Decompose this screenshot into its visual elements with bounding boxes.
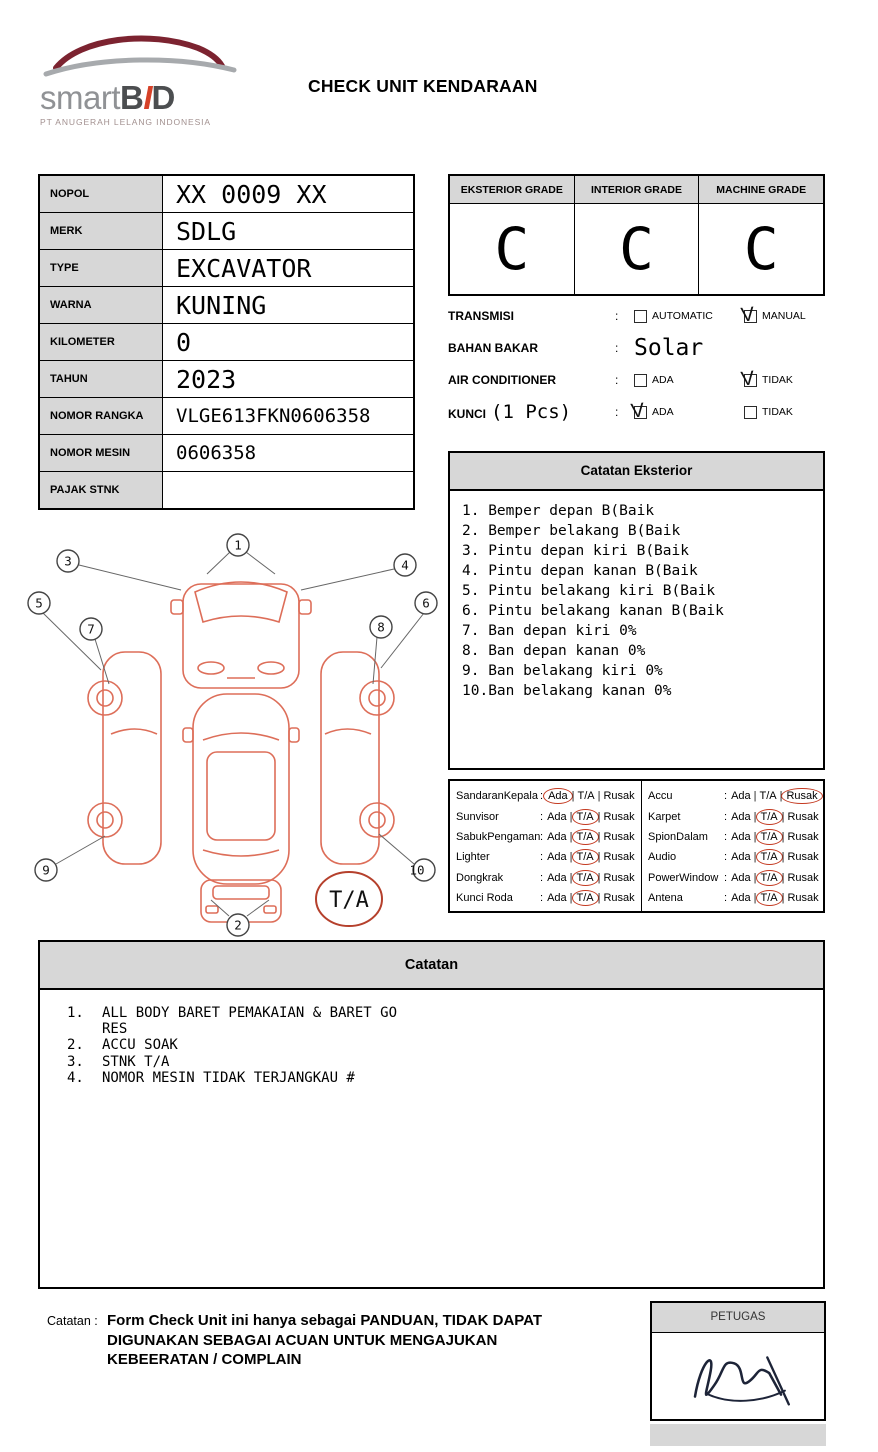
svg-text:8: 8: [377, 619, 385, 635]
disclaimer-line: KEBEERATAN / COMPLAIN: [107, 1351, 302, 1368]
equipment-option-ta: T/A: [756, 849, 783, 865]
choice-kunci-tidak: [744, 406, 793, 419]
equipment-option-ada: Ada: [731, 810, 751, 823]
logo-wordmark: [40, 81, 245, 114]
catatan-eksterior-list: [450, 491, 823, 711]
signature-icon: [652, 1333, 824, 1421]
equipment-option-rusak: Rusak: [603, 790, 635, 803]
colon: :: [615, 341, 619, 355]
colon: :: [724, 810, 728, 823]
equipment-option-ta: T/A: [572, 890, 599, 906]
vehicle-info-row: [40, 324, 413, 361]
separator: |: [571, 790, 575, 803]
vehicle-info-value: 2023: [176, 364, 237, 394]
equipment-name: SpionDalam: [648, 830, 708, 843]
separator: |: [753, 892, 757, 905]
colon: :: [724, 892, 728, 905]
smartbid-logo: [40, 28, 245, 127]
choice-manual: [739, 302, 806, 327]
equipment-option-ada: Ada: [547, 871, 567, 884]
equipment-option-ta: T/A: [572, 809, 599, 825]
vehicle-info-row: [40, 435, 413, 472]
equipment-option-rusak: Rusak: [603, 810, 635, 823]
bahan-bakar-label: BAHAN BAKAR: [448, 341, 538, 355]
exterior-note-item: 3. Pintu depan kiri B(Baik: [462, 543, 689, 559]
catatan-item: [67, 1038, 823, 1054]
equipment-option-ada: Ada: [547, 830, 567, 843]
diagram-marker-10: [409, 859, 435, 881]
svg-text:9: 9: [42, 862, 50, 878]
separator: |: [781, 851, 785, 864]
separator: |: [569, 871, 573, 884]
colon: :: [724, 790, 728, 803]
checkbox-kunci-ada[interactable]: [629, 398, 647, 423]
vehicle-info-label: KILOMETER: [40, 324, 163, 360]
equipment-row: [648, 827, 820, 847]
footer-catatan-label: Catatan :: [47, 1314, 98, 1328]
catatan-item-number: 2.: [67, 1037, 84, 1053]
diagram-marker-3: [57, 550, 79, 572]
vehicle-info-value: EXCAVATOR: [176, 253, 312, 283]
vehicle-info-label: WARNA: [40, 287, 163, 323]
disclaimer-line: DIGUNAKAN SEBAGAI ACUAN UNTUK MENGAJUKAN: [107, 1331, 498, 1349]
equipment-option-rusak: Rusak: [787, 851, 819, 864]
separator: |: [569, 892, 573, 905]
equipment-row: [456, 888, 635, 908]
equipment-name: Accu: [648, 790, 673, 803]
grade-value-exterior: C: [494, 215, 530, 283]
air-conditioner-row: [448, 364, 825, 396]
colon: :: [724, 871, 728, 884]
separator: |: [597, 790, 601, 803]
car-outline-views: [88, 582, 394, 922]
checkbox-manual[interactable]: [739, 302, 757, 327]
equipment-row: [648, 786, 820, 806]
equipment-option-rusak: Rusak: [781, 788, 822, 804]
equipment-row: [456, 827, 635, 847]
svg-text:10: 10: [409, 862, 425, 878]
colon: :: [540, 871, 544, 884]
ta-circle-annotation: [316, 872, 382, 926]
catatan-eksterior-title: Catatan Eksterior: [450, 453, 823, 491]
equipment-name: Karpet: [648, 810, 681, 823]
logo-text-d: D: [151, 79, 175, 116]
exterior-note-item: 10.Ban belakang kanan 0%: [462, 683, 672, 699]
separator: |: [781, 871, 785, 884]
grade-header-exterior: EKSTERIOR GRADE: [450, 176, 574, 204]
colon: :: [540, 892, 544, 905]
svg-text:T/A: T/A: [329, 888, 369, 913]
equipment-option-ta: T/A: [756, 870, 783, 886]
equipment-option-ta: T/A: [756, 809, 783, 825]
kunci-note: (1 Pcs): [491, 401, 572, 423]
exterior-note-item: 5. Pintu belakang kiri B(Baik: [462, 583, 716, 599]
diagram-marker-5: [28, 592, 50, 614]
svg-text:6: 6: [422, 595, 430, 611]
equipment-name: Kunci Roda: [456, 892, 513, 905]
petugas-box: [650, 1301, 826, 1421]
catatan-box: [38, 940, 825, 1289]
choice-label-ac-ada: ADA: [652, 374, 674, 386]
equipment-name: Lighter: [456, 851, 490, 864]
vehicle-info-table: [38, 174, 415, 510]
separator: |: [597, 892, 601, 905]
equipment-option-ada: Ada: [547, 892, 567, 905]
colon: :: [615, 309, 619, 323]
vehicle-info-label: MERK: [40, 213, 163, 249]
vehicle-info-row: [40, 213, 413, 250]
equipment-name: Sunvisor: [456, 810, 499, 823]
svg-text:4: 4: [401, 557, 409, 573]
logo-text-smart: smart: [40, 79, 120, 116]
disclaimer-line: Form Check Unit ini hanya sebagai PANDUAN, TIDAK DAPAT: [107, 1312, 543, 1329]
vehicle-info-label: NOMOR MESIN: [40, 435, 163, 471]
separator: |: [781, 892, 785, 905]
checkbox-ac-tidak[interactable]: [739, 366, 757, 391]
choice-ac-ada: [634, 374, 744, 387]
bahan-bakar-row: [448, 332, 825, 364]
page-title: CHECK UNIT KENDARAAN: [308, 76, 538, 96]
equipment-option-rusak: Rusak: [787, 871, 819, 884]
grade-value-machine: C: [743, 215, 779, 283]
diagram-markers: [28, 534, 437, 936]
equipment-option-rusak: Rusak: [787, 810, 819, 823]
choice-label-kunci-ada: ADA: [652, 406, 674, 418]
choice-ac-tidak: [739, 366, 793, 391]
catatan-item: [67, 1055, 823, 1071]
grade-value-interior: C: [619, 215, 654, 283]
exterior-note-item: 8. Ban depan kanan 0%: [462, 643, 646, 659]
equipment-option-ada: Ada: [543, 788, 573, 804]
footer-gray-strip: [650, 1424, 826, 1446]
diagram-marker-8: [370, 616, 392, 638]
logo-text-b: B: [120, 79, 144, 116]
vehicle-info-row: [40, 472, 413, 508]
vehicle-damage-diagram: [25, 528, 440, 940]
separator: |: [753, 810, 757, 823]
equipment-option-ta: T/A: [756, 829, 783, 845]
vehicle-info-row: [40, 287, 413, 324]
catatan-item: [67, 1071, 823, 1087]
catatan-item-text: ACCU SOAK: [102, 1037, 178, 1053]
equipment-option-ada: Ada: [731, 830, 751, 843]
equipment-row: [648, 806, 820, 826]
vehicle-info-label: NOPOL: [40, 176, 163, 212]
separator: |: [569, 810, 573, 823]
diagram-marker-4: [394, 554, 416, 576]
checkbox-automatic[interactable]: [634, 310, 647, 323]
logo-car-swoosh-icon: [40, 28, 240, 82]
equipment-option-ta: T/A: [759, 790, 777, 803]
checkbox-kunci-tidak[interactable]: [744, 406, 757, 419]
exterior-note-item: 6. Pintu belakang kanan B(Baik: [462, 603, 724, 619]
check-mark: V: [739, 366, 756, 391]
catatan-item: [67, 1006, 823, 1037]
air-conditioner-label: AIR CONDITIONER: [448, 373, 556, 387]
exterior-note-item: 2. Bemper belakang B(Baik: [462, 523, 681, 539]
equipment-row: [456, 806, 635, 826]
catatan-item-text: NOMOR MESIN TIDAK TERJANGKAU #: [102, 1070, 355, 1086]
kunci-label: [448, 401, 615, 423]
vehicle-info-value: 0: [176, 327, 192, 357]
exterior-note-item: 4. Pintu depan kanan B(Baik: [462, 563, 698, 579]
diagram-marker-6: [415, 592, 437, 614]
catatan-item-text: STNK T/A: [102, 1053, 170, 1070]
svg-text:3: 3: [64, 553, 72, 569]
equipment-name: SabukPengaman: [456, 830, 541, 843]
svg-text:2: 2: [234, 917, 242, 933]
separator: |: [597, 871, 601, 884]
vehicle-info-label: NOMOR RANGKA: [40, 398, 163, 434]
svg-text:5: 5: [35, 595, 43, 611]
equipment-name: Audio: [648, 851, 677, 864]
bahan-bakar-value: Solar: [634, 335, 704, 361]
equipment-option-rusak: Rusak: [603, 892, 635, 905]
separator: |: [597, 830, 601, 843]
separator: |: [781, 810, 785, 823]
equipment-option-ada: Ada: [731, 871, 751, 884]
grade-header-interior: INTERIOR GRADE: [575, 176, 699, 204]
checkbox-ac-ada[interactable]: [634, 374, 647, 387]
catatan-item-number: 4.: [67, 1070, 84, 1086]
diagram-marker-9: [35, 859, 57, 881]
colon: :: [724, 851, 728, 864]
separator: |: [781, 830, 785, 843]
equipment-option-rusak: Rusak: [603, 830, 635, 843]
equipment-option-rusak: Rusak: [787, 892, 819, 905]
grade-header-machine: MACHINE GRADE: [699, 176, 823, 204]
grade-col-interior: [575, 176, 700, 294]
grade-col-exterior: [450, 176, 575, 294]
svg-text:1: 1: [234, 537, 242, 553]
equipment-option-ada: Ada: [547, 851, 567, 864]
equipment-row: [456, 786, 635, 806]
separator: |: [569, 851, 573, 864]
equipment-option-ada: Ada: [547, 810, 567, 823]
separator: |: [779, 790, 783, 803]
equipment-option-ta: T/A: [572, 829, 599, 845]
vehicle-info-label: PAJAK STNK: [40, 472, 163, 508]
catatan-title: Catatan: [40, 942, 823, 990]
catatan-eksterior-box: [448, 451, 825, 770]
equipment-row: [456, 868, 635, 888]
equipment-option-rusak: Rusak: [787, 830, 819, 843]
equipment-row: [648, 868, 820, 888]
colon: :: [615, 405, 619, 419]
grade-col-machine: [699, 176, 823, 294]
equipment-row: [648, 847, 820, 867]
colon: :: [615, 373, 619, 387]
petugas-title: PETUGAS: [652, 1303, 824, 1333]
footer-disclaimer: [107, 1311, 567, 1370]
equipment-option-ta: T/A: [572, 849, 599, 865]
equipment-name: Antena: [648, 892, 683, 905]
equipment-row: [648, 888, 820, 908]
vehicle-info-row: [40, 250, 413, 287]
choice-label-ac-tidak: TIDAK: [762, 374, 793, 386]
separator: |: [597, 810, 601, 823]
vehicle-info-row: [40, 176, 413, 213]
kunci-label-text: KUNCI: [448, 407, 486, 421]
check-mark: V: [629, 398, 646, 423]
colon: :: [540, 851, 544, 864]
vehicle-info-row: [40, 398, 413, 435]
equipment-option-rusak: Rusak: [603, 851, 635, 864]
catatan-item-text: ALL BODY BARET PEMAKAIAN & BARET GO RES: [102, 1005, 398, 1037]
transmisi-row: [448, 300, 825, 332]
transmisi-label: TRANSMISI: [448, 309, 514, 323]
separator: |: [569, 830, 573, 843]
vehicle-info-value: SDLG: [176, 216, 237, 246]
choice-automatic: [634, 310, 744, 323]
equipment-option-ta: T/A: [572, 870, 599, 886]
colon: :: [540, 790, 544, 803]
exterior-note-item: 1. Bemper depan B(Baik: [462, 503, 655, 519]
choice-label-manual: MANUAL: [762, 310, 806, 322]
equipment-option-ta: T/A: [756, 890, 783, 906]
vehicle-info-label: TYPE: [40, 250, 163, 286]
equipment-checklist: [448, 779, 825, 913]
choice-label-automatic: AUTOMATIC: [652, 310, 713, 322]
separator: |: [753, 851, 757, 864]
logo-text-accent: I: [143, 79, 152, 116]
separator: |: [597, 851, 601, 864]
vehicle-info-value: VLGE613FKN0606358: [176, 405, 371, 427]
separator: |: [753, 830, 757, 843]
options-section: [448, 300, 825, 428]
exterior-note-item: 7. Ban depan kiri 0%: [462, 623, 637, 639]
vehicle-info-value: KUNING: [176, 290, 267, 320]
kunci-row: [448, 396, 825, 428]
check-mark: V: [739, 302, 756, 327]
equipment-column-left: [450, 781, 641, 911]
equipment-option-rusak: Rusak: [603, 871, 635, 884]
equipment-option-ada: Ada: [731, 892, 751, 905]
choice-kunci-ada: [629, 398, 744, 423]
equipment-option-ta: T/A: [577, 790, 595, 803]
logo-subtitle: PT ANUGERAH LELANG INDONESIA: [40, 117, 211, 127]
equipment-column-right: [641, 781, 826, 911]
vehicle-info-value: XX 0009 XX: [176, 179, 327, 209]
colon: :: [724, 830, 728, 843]
svg-text:7: 7: [87, 621, 95, 637]
exterior-note-item: 9. Ban belakang kiri 0%: [462, 663, 663, 679]
choice-label-kunci-tidak: TIDAK: [762, 406, 793, 418]
separator: |: [753, 871, 757, 884]
equipment-name: PowerWindow: [648, 871, 719, 884]
equipment-name: SandaranKepala: [456, 790, 538, 803]
colon: :: [540, 810, 544, 823]
petugas-signature-area: [652, 1333, 824, 1421]
diagram-marker-1: [227, 534, 249, 556]
grades-table: [448, 174, 825, 296]
equipment-option-ada: Ada: [731, 851, 751, 864]
vehicle-info-value: [163, 472, 413, 508]
equipment-name: Dongkrak: [456, 871, 504, 884]
diagram-marker-2: [227, 914, 249, 936]
equipment-option-ada: Ada: [731, 790, 751, 803]
separator: |: [753, 790, 757, 803]
catatan-item-number: 1.: [67, 1005, 84, 1021]
vehicle-info-value: 0606358: [176, 442, 257, 464]
catatan-item-number: 3.: [67, 1053, 84, 1070]
vehicle-info-row: [40, 361, 413, 398]
vehicle-info-label: TAHUN: [40, 361, 163, 397]
diagram-marker-7: [80, 618, 102, 640]
equipment-row: [456, 847, 635, 867]
colon: :: [540, 830, 544, 843]
catatan-list: [40, 990, 823, 1087]
